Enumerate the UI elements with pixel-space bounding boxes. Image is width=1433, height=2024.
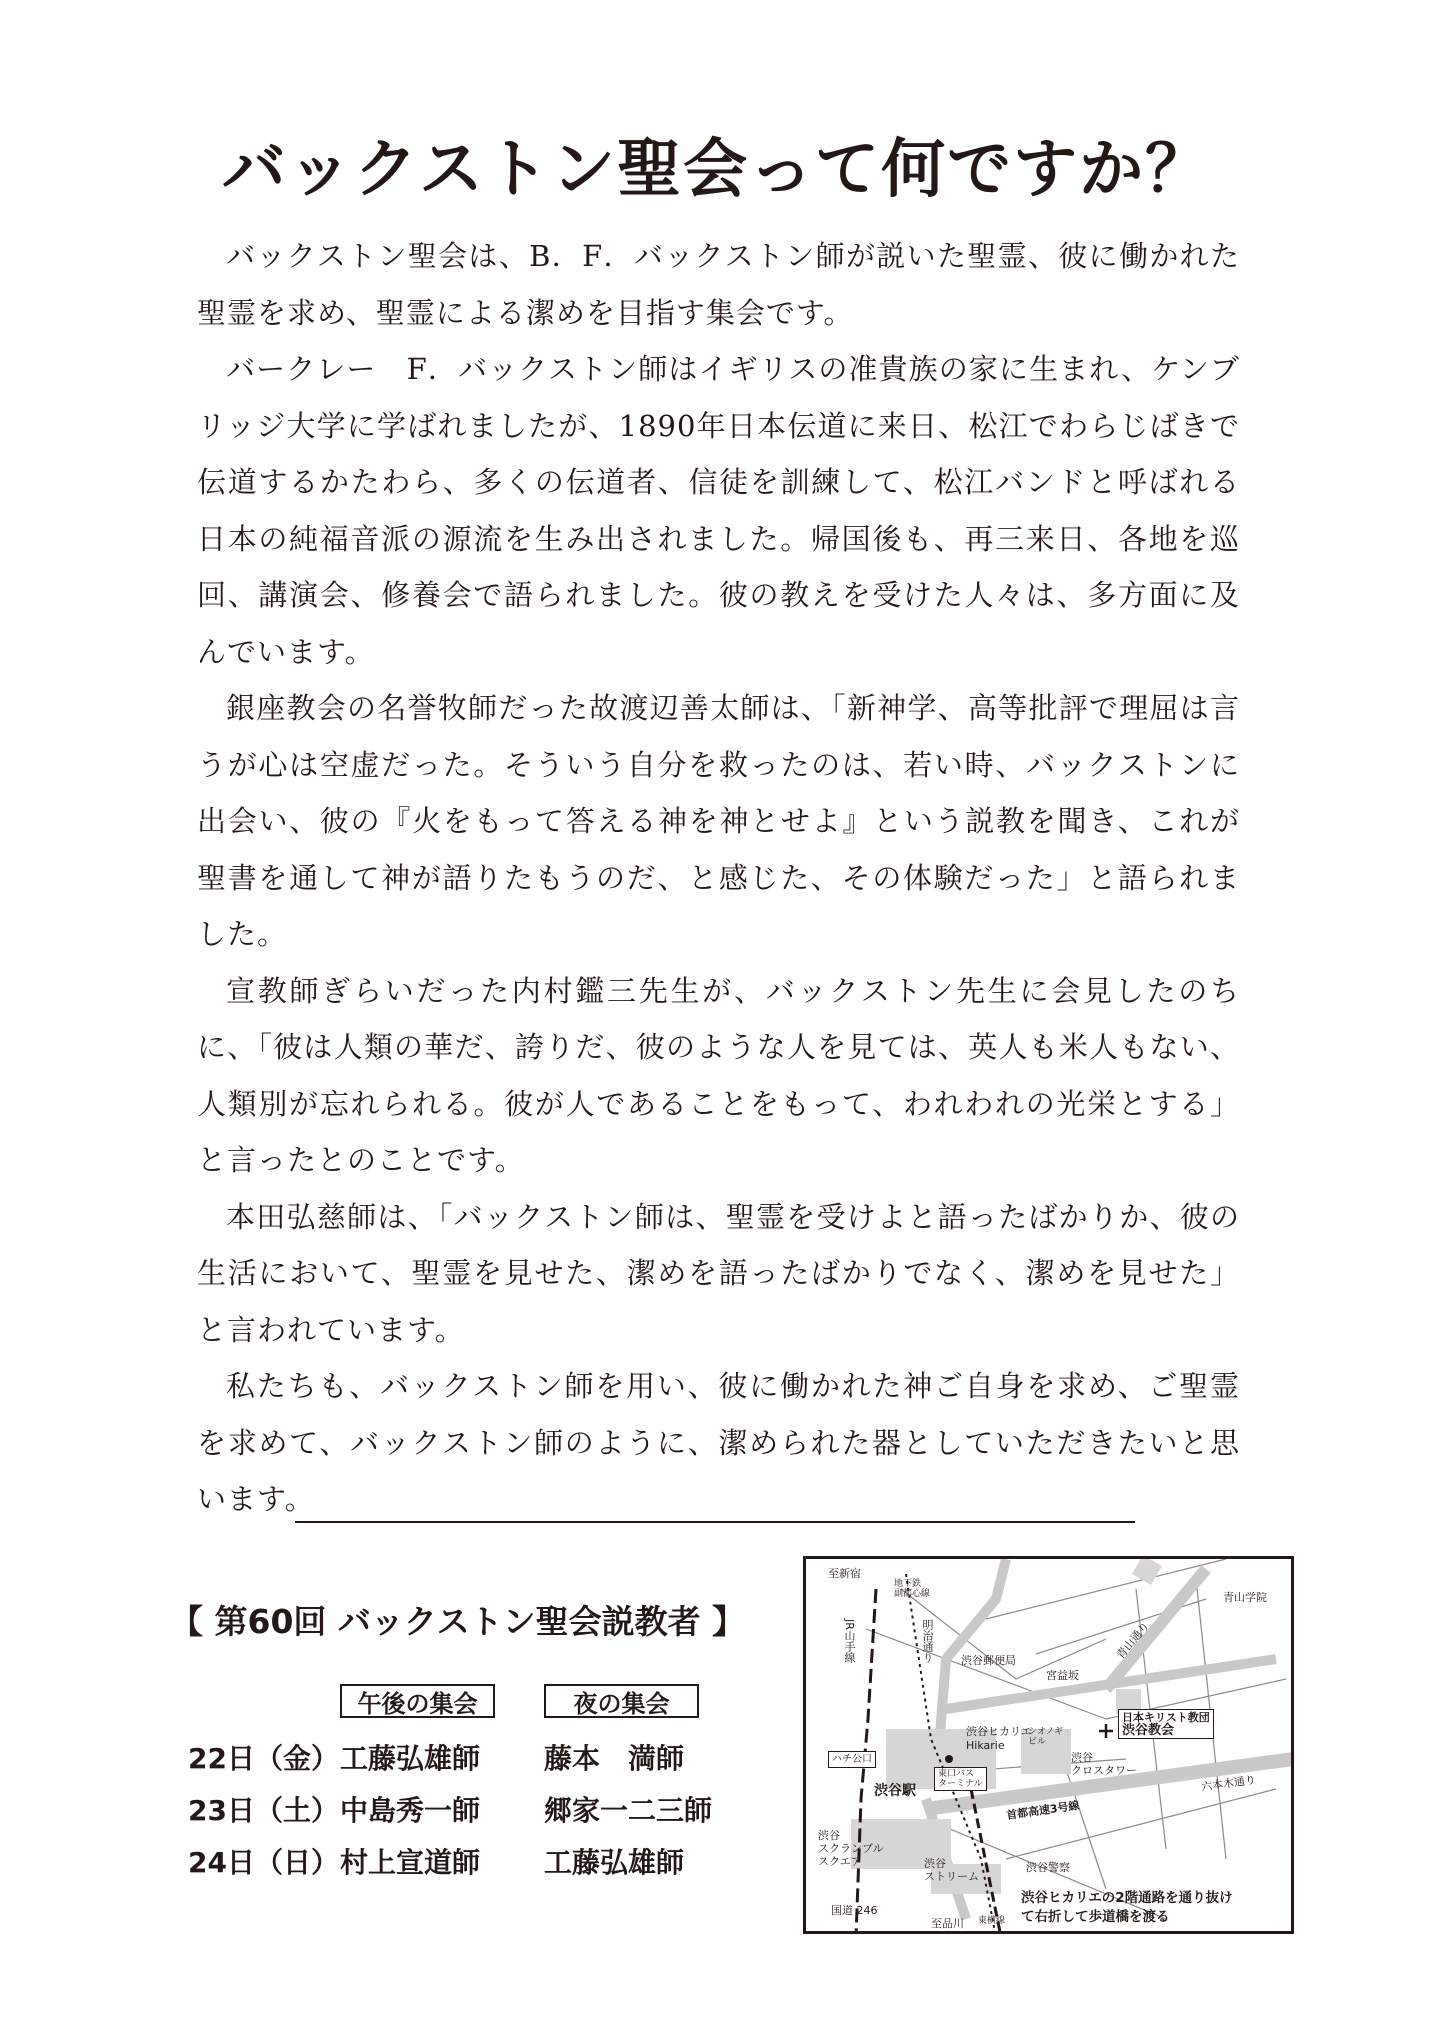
label-police: 渋谷警察	[1026, 1861, 1070, 1874]
label-to-shinjuku: 至新宿	[828, 1567, 861, 1580]
cross-icon	[1099, 1724, 1113, 1738]
evening-header: 夜の集会	[544, 1684, 699, 1718]
schedule-day: 23日（土）	[188, 1794, 339, 1827]
paragraph: バークレー F．バックストン師はイギリスの准貴族の家に生まれ、ケンブリッジ大学に学ばれましたが、1890年日本伝道に来日、松江でわらじばきで伝道するかたわら、多くの伝道者、信徒を訓練して、松江バンドと呼ばれる日本の純福音派の源流を生み出されました。帰国後も、再三来日、各地を巡回、講演会、修養会で語られました。彼の教えを受けた人々は、多方面に及んでいます。	[197, 352, 1240, 669]
schedule-day: 22日（金）	[188, 1742, 339, 1775]
label-meiji-dori: 明治通り	[921, 1619, 934, 1663]
label-church-org: 日本キリスト教団	[1122, 1711, 1210, 1724]
paragraph: 銀座教会の名誉牧師だった故渡辺善太師は、「新神学、高等批評で理屈は言うが心は空虚だった。そういう自分を救ったのは、若い時、バックストンに出会い、彼の『火をもって答える神を神とせよ』という説教を聞き、これが聖書を通して神が語りたもうのだ、と感じた、その体験だった」と語られました。	[197, 691, 1240, 951]
label-subway: 地下鉄 副都心線	[894, 1579, 931, 1599]
schedule-title: 【 第60回 バックストン聖会説教者 】	[170, 1602, 746, 1641]
label-shioniki: シオノギ ビル	[1028, 1727, 1064, 1747]
page-title: バックストン聖会って何ですか？	[221, 133, 1212, 207]
label-post-office: 渋谷郵便局	[961, 1654, 1016, 1667]
label-hachiko: ハチ公口	[828, 1751, 876, 1768]
label-bus: 東口バス ターミナル	[934, 1767, 987, 1791]
afternoon-header: 午後の集会	[340, 1684, 495, 1718]
label-aoyama-gakuin: 青山学院	[1223, 1591, 1267, 1604]
evening-speaker: 藤本 満師	[544, 1742, 685, 1775]
label-toyoko: 東横線	[978, 1916, 1006, 1926]
paragraph: 私たちも、バックストン師を用い、彼に働かれた神ご自身を求め、ご聖霊を求めて、バックストン師のように、潔められた器としていただきたいと思います。	[197, 1369, 1240, 1516]
label-aoyama-dori: 青山通り	[1113, 1619, 1153, 1662]
afternoon-speaker: 中島秀一師	[340, 1794, 481, 1827]
label-miyamasuzaka: 宮益坂	[1046, 1669, 1079, 1682]
label-hikarie-en: Hikarie	[966, 1739, 1005, 1752]
label-scramble: 渋谷 スクランブル スクエア	[818, 1829, 884, 1868]
evening-speaker: 郷家一二三師	[544, 1794, 713, 1827]
label-roppongi-dori: 六本木通り	[1200, 1773, 1257, 1794]
afternoon-speaker: 工藤弘雄師	[340, 1742, 481, 1775]
label-station: 渋谷駅	[874, 1783, 916, 1799]
paragraph: 宣教師ぎらいだった内村鑑三先生が、バックストン先生に会見したのちに、「彼は人類の華だ、誇りだ、彼のような人を見ては、英人も米人もない、人類別が忘れられる。彼が人であることをもって、われわれの光栄とする」と言ったとのことです。	[197, 973, 1240, 1177]
label-stream: 渋谷 ストリーム	[924, 1857, 979, 1883]
evening-speaker: 工藤弘雄師	[544, 1846, 685, 1879]
divider	[295, 1521, 1135, 1523]
label-hikarie: 渋谷ヒカリエ	[966, 1725, 1032, 1738]
map-note: 渋谷ヒカリエの2階通路を通り抜け て右折して歩道橋を渡る	[1021, 1890, 1233, 1925]
access-map	[803, 1556, 1294, 1934]
label-jr: JR山手線	[843, 1619, 856, 1663]
station-marker	[945, 1755, 953, 1763]
schedule-day: 24日（日）	[188, 1846, 339, 1879]
label-expressway: 首都高速3号線	[1005, 1798, 1081, 1823]
label-church: 渋谷教会	[1122, 1723, 1175, 1738]
paragraph: 本田弘慈師は、「バックストン師は、聖霊を受けよと語ったばかりか、彼の生活において、聖霊を見せた、潔めを語ったばかりでなく、潔めを見せた」と言われています。	[197, 1199, 1240, 1347]
label-route246: 国道 246	[831, 1904, 878, 1917]
label-cross-tower: 渋谷 クロスタワー	[1071, 1751, 1137, 1777]
label-to-shinagawa: 至品川	[931, 1917, 964, 1930]
afternoon-speaker: 村上宣道師	[340, 1846, 481, 1879]
paragraph: バックストン聖会は、B．F．バックストン師が説いた聖霊、彼に働かれた聖霊を求め、聖霊による潔めを目指す集会です。	[197, 239, 1240, 330]
church-box	[1118, 1709, 1214, 1739]
article-body	[197, 228, 1240, 1528]
